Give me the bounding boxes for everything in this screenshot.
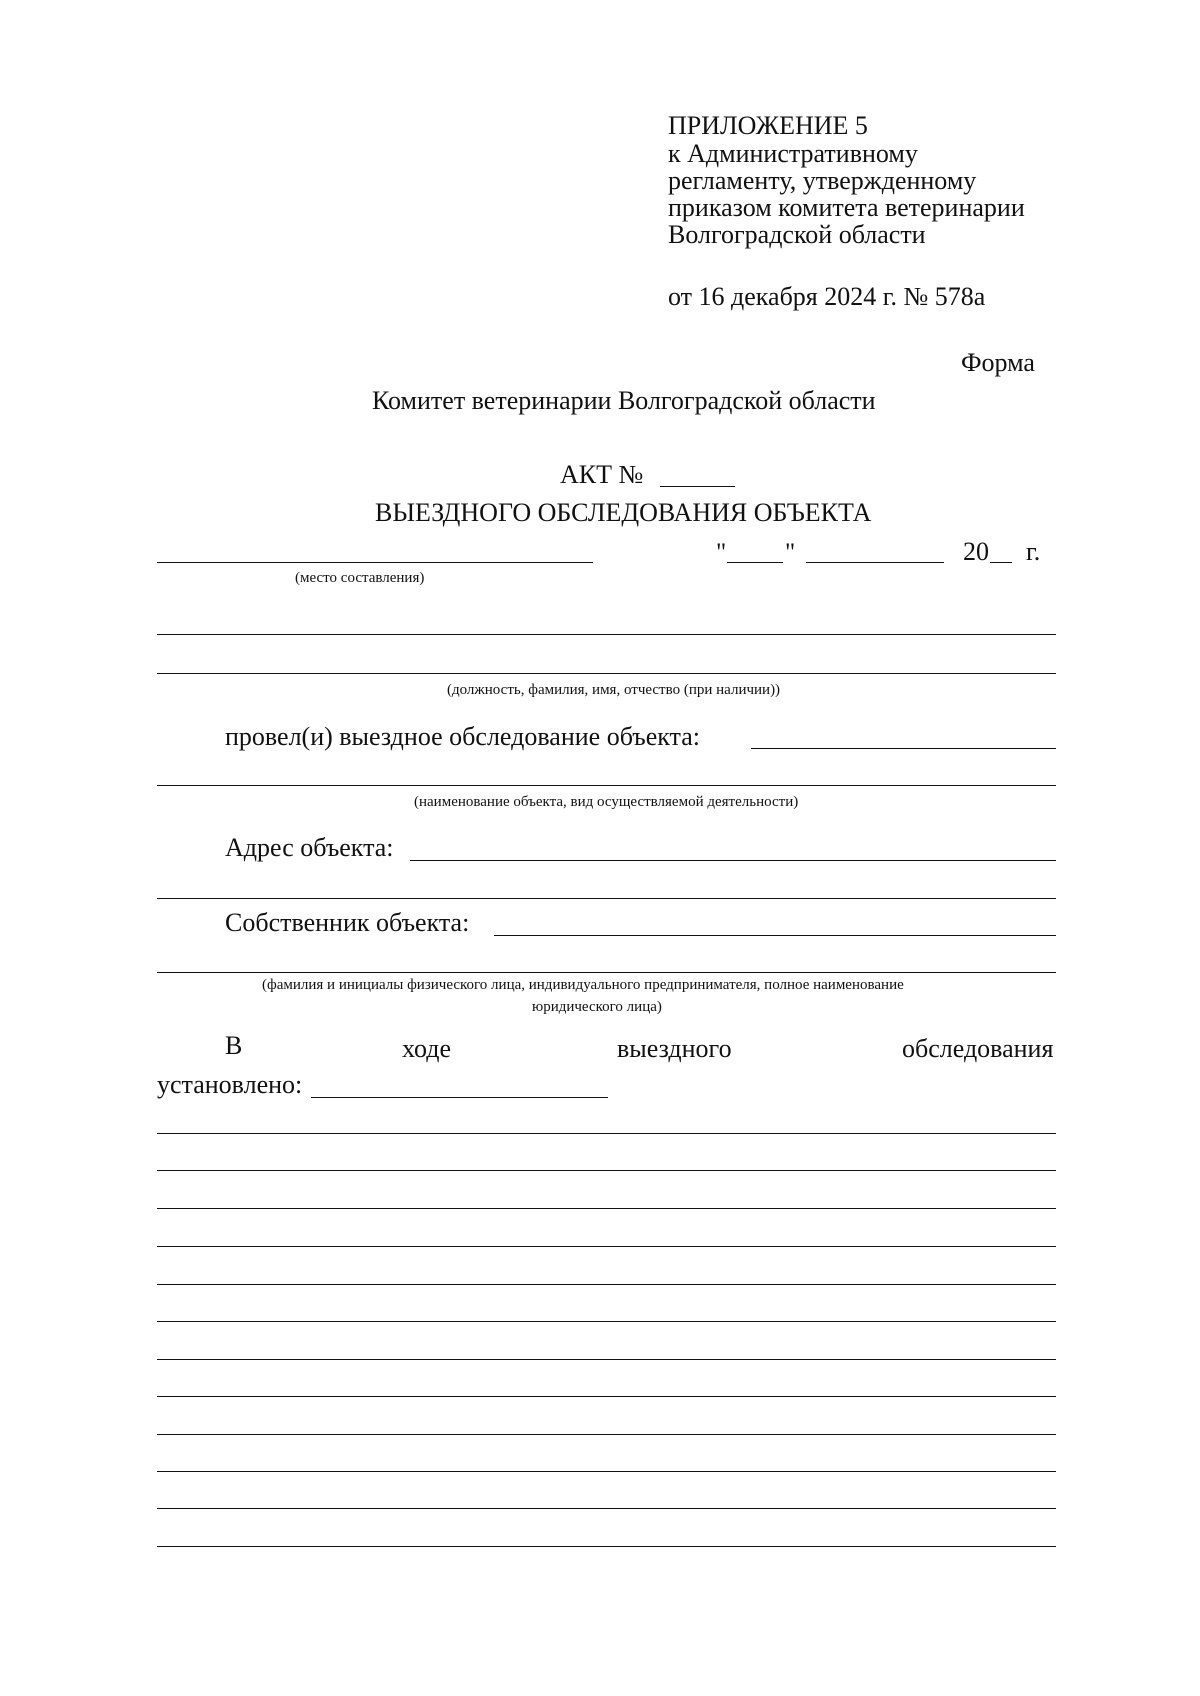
appendix-line: регламенту, утвержденному — [668, 166, 977, 195]
hint-person: (должность, фамилия, имя, отчество (при наличии)) — [447, 682, 781, 698]
findings-line[interactable] — [157, 1434, 1056, 1435]
established-field[interactable] — [311, 1097, 608, 1098]
hint-owner-line2: юридического лица) — [532, 999, 662, 1015]
findings-word: ходе — [402, 1034, 452, 1063]
hint-place: (место составления) — [295, 570, 425, 586]
findings-line[interactable] — [157, 1170, 1056, 1171]
address-field-line[interactable] — [157, 898, 1056, 899]
findings-line[interactable] — [157, 1396, 1056, 1397]
findings-line[interactable] — [157, 1508, 1056, 1509]
appendix-line: Волгоградской области — [668, 220, 926, 249]
owner-field-line[interactable] — [157, 972, 1056, 973]
appendix-line: приказом комитета ветеринарии — [668, 193, 1025, 222]
findings-line[interactable] — [157, 1471, 1056, 1472]
findings-line[interactable] — [157, 1359, 1056, 1360]
appendix-line: к Административному — [668, 139, 918, 168]
act-number-label: АКТ № — [560, 460, 644, 489]
address-field[interactable] — [410, 860, 1056, 861]
date-quote-close: " — [785, 539, 796, 566]
object-field[interactable] — [751, 748, 1056, 749]
date-year-suffix: г. — [1026, 537, 1041, 566]
findings-line[interactable] — [157, 1208, 1056, 1209]
object-field-line[interactable] — [157, 785, 1056, 786]
appendix-title: ПРИЛОЖЕНИЕ 5 — [668, 111, 868, 140]
form-label: Форма — [961, 348, 1035, 377]
findings-word: В — [225, 1031, 243, 1060]
findings-word: выездного — [617, 1034, 732, 1063]
person-field-line[interactable] — [157, 673, 1056, 674]
findings-line[interactable] — [157, 1284, 1056, 1285]
person-field-line[interactable] — [157, 634, 1056, 635]
owner-label: Собственник объекта: — [225, 908, 470, 937]
appendix-approval — [668, 140, 1088, 248]
committee-name: Комитет ветеринарии Волгоградской области — [372, 386, 876, 415]
findings-line[interactable] — [157, 1321, 1056, 1322]
act-title: ВЫЕЗДНОГО ОБСЛЕДОВАНИЯ ОБЪЕКТА — [375, 498, 872, 527]
date-quote-open: " — [716, 539, 727, 566]
date-year-field[interactable] — [990, 562, 1012, 563]
address-label: Адрес объекта: — [225, 833, 394, 862]
findings-word: обследования — [902, 1034, 1054, 1063]
conducted-label: провел(и) выездное обследование объекта: — [225, 722, 700, 751]
date-day-field[interactable] — [727, 562, 783, 563]
findings-line[interactable] — [157, 1133, 1056, 1134]
hint-object: (наименование объекта, вид осуществляемой деятельности) — [414, 794, 799, 810]
appendix-order: от 16 декабря 2024 г. № 578а — [668, 282, 986, 311]
date-year-prefix: 20 — [963, 537, 989, 566]
owner-field[interactable] — [494, 935, 1056, 936]
established-label: установлено: — [157, 1070, 303, 1099]
findings-line[interactable] — [157, 1246, 1056, 1247]
hint-owner-line1: (фамилия и инициалы физического лица, индивидуального предпринимателя, полное наименование — [262, 977, 904, 993]
findings-line[interactable] — [157, 1546, 1056, 1547]
date-month-field[interactable] — [806, 562, 944, 563]
place-field[interactable] — [157, 562, 593, 563]
act-number-field[interactable] — [660, 486, 735, 487]
